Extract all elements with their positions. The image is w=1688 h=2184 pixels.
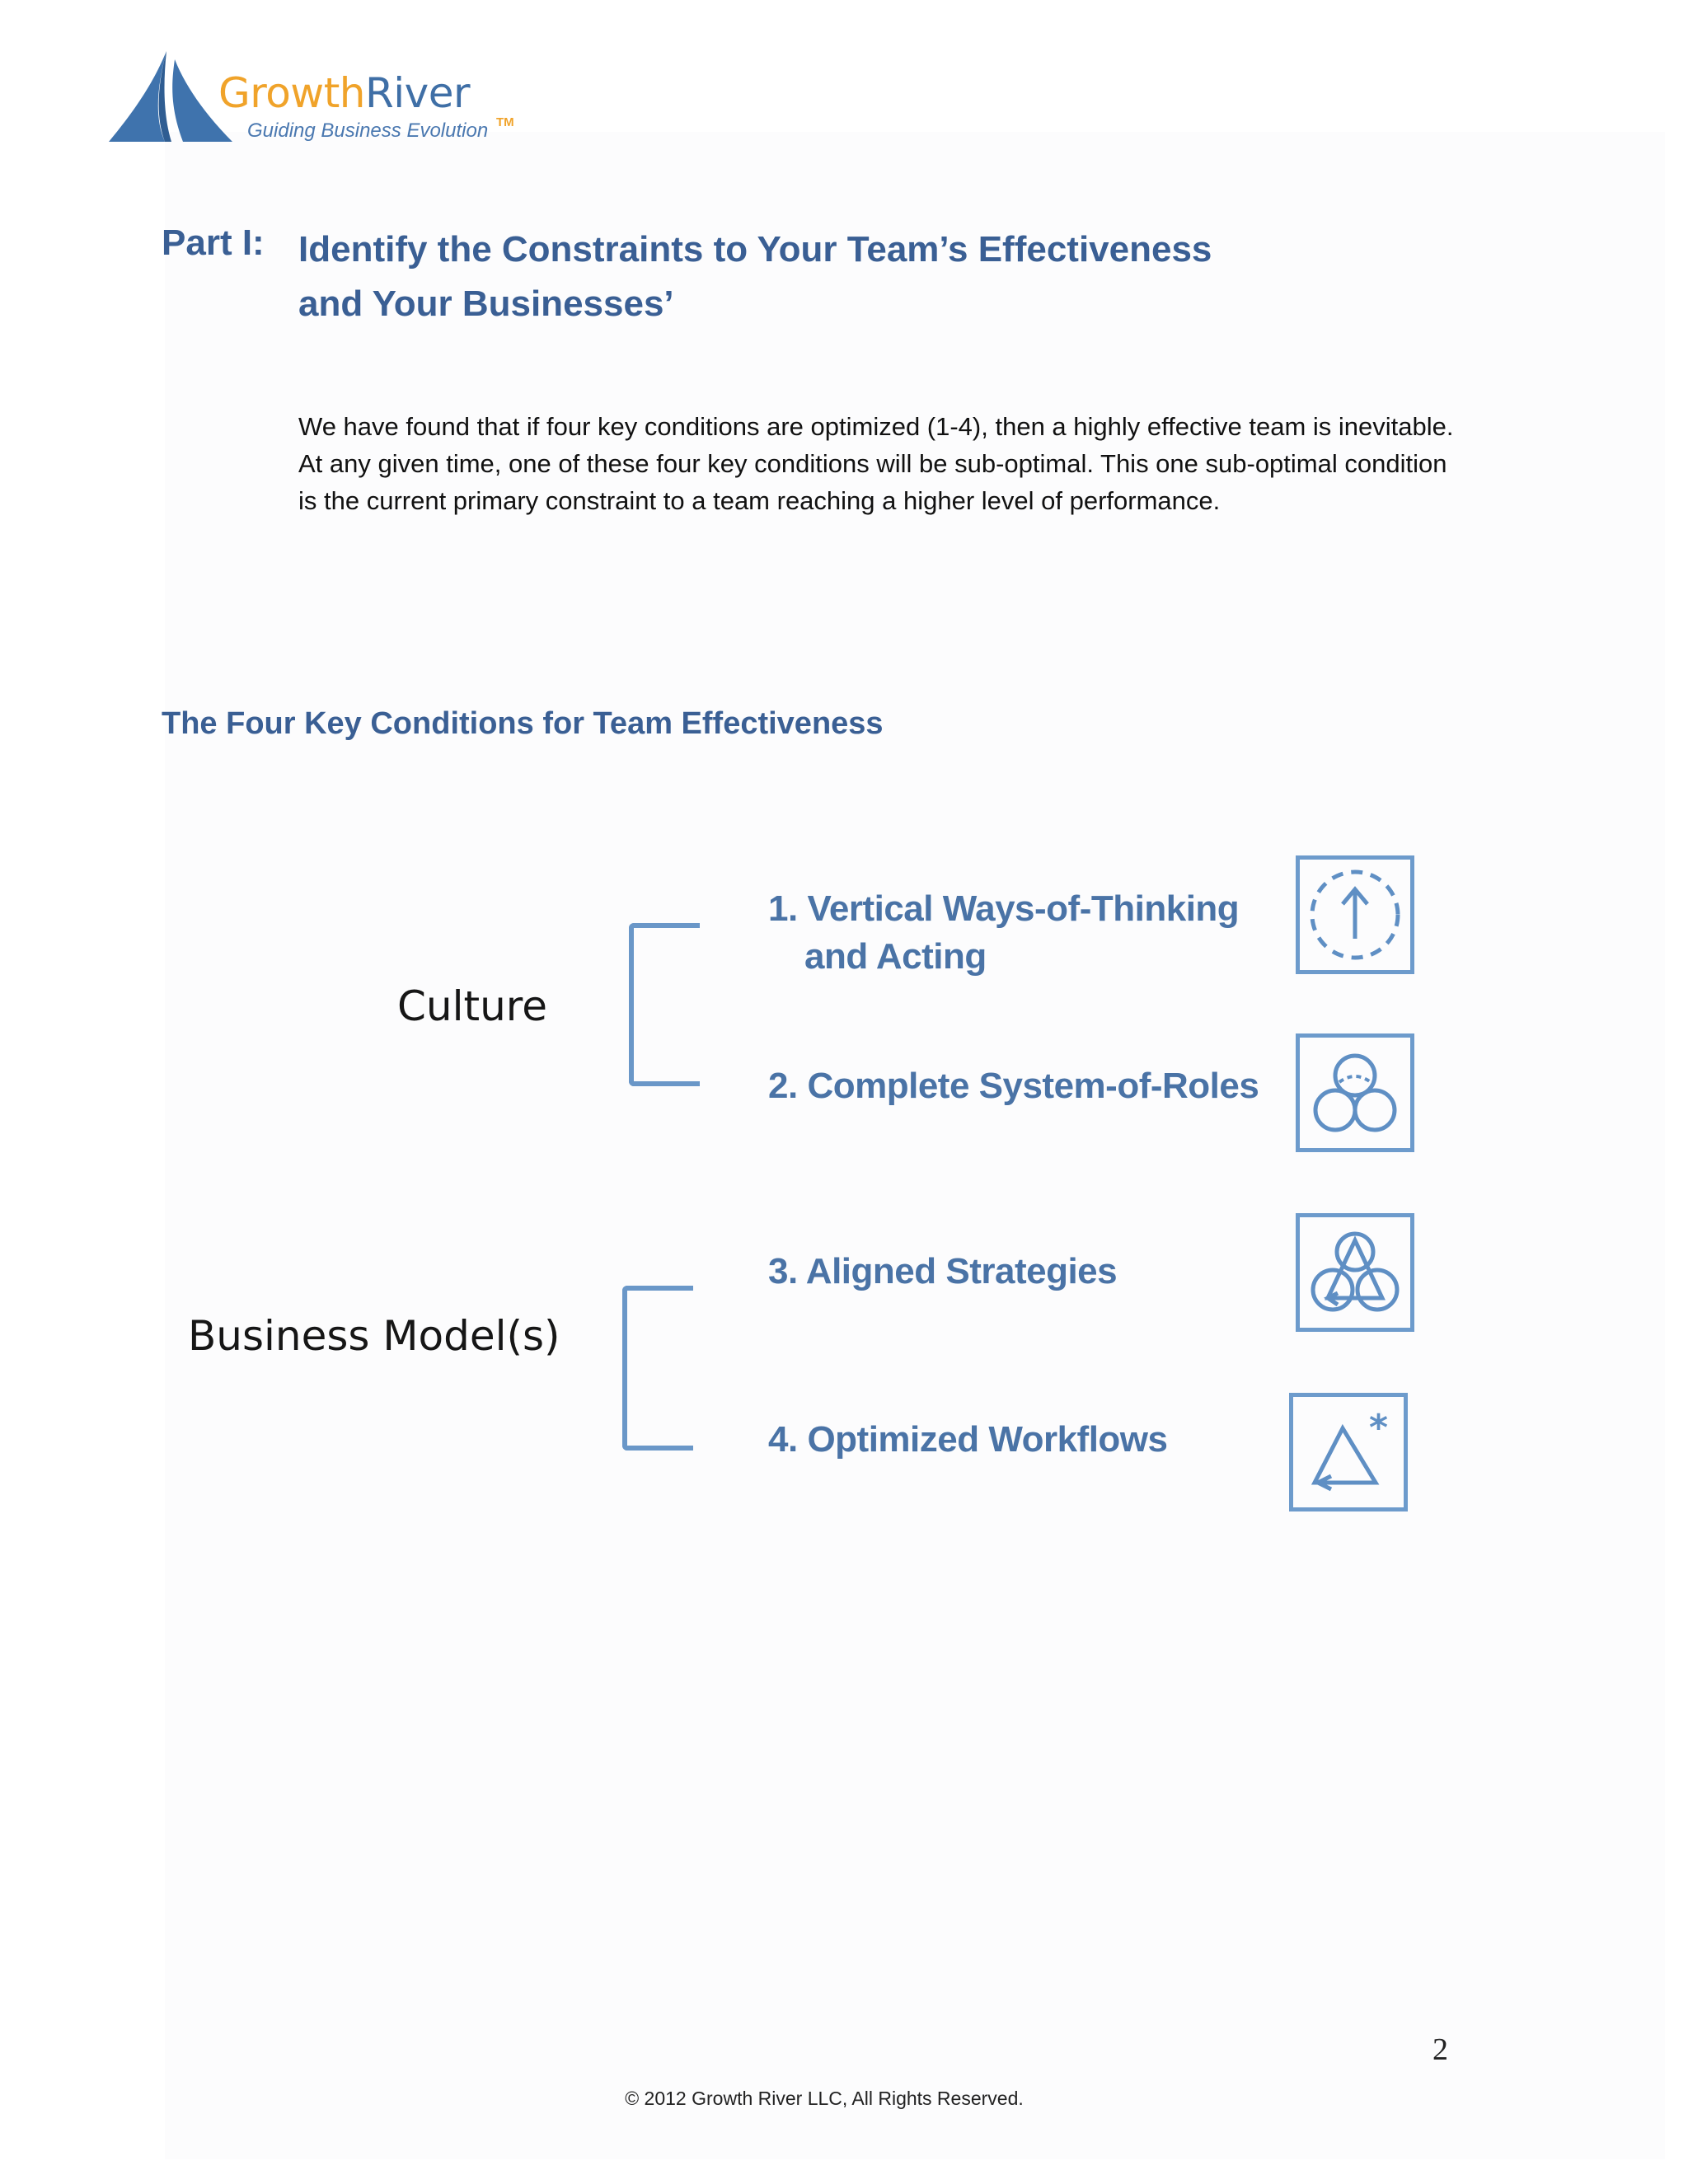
triangle-star-icon <box>1289 1393 1408 1511</box>
condition-1-line2: and Acting <box>804 936 987 977</box>
part-label: Part I: <box>162 223 265 263</box>
triangle-circles-icon <box>1296 1213 1414 1332</box>
condition-4 <box>768 1416 1168 1464</box>
business-model-bracket <box>622 1286 693 1451</box>
condition-1-line1: Vertical Ways-of-Thinking <box>807 888 1240 929</box>
logo-tagline: Guiding Business Evolution <box>247 120 489 142</box>
copyright-notice: © 2012 Growth River LLC, All Rights Reserved. <box>625 2088 1024 2109</box>
logo-name <box>218 69 470 117</box>
group-label-culture: Culture <box>397 982 548 1030</box>
trademark-mark: TM <box>496 115 514 129</box>
part-title-line-2: and Your Businesses’ <box>298 284 674 324</box>
condition-2 <box>768 1062 1259 1110</box>
arrow-up-circle-icon <box>1296 855 1414 974</box>
growth-river-logo <box>107 49 536 152</box>
condition-3 <box>768 1248 1117 1296</box>
logo-name-river: River <box>364 69 471 117</box>
three-circles-icon <box>1296 1033 1414 1152</box>
section-heading: The Four Key Conditions for Team Effectiveness <box>162 706 884 741</box>
condition-2-number: 2. <box>768 1066 798 1106</box>
page-number: 2 <box>1432 2032 1448 2067</box>
condition-4-line1: Optimized Workflows <box>807 1419 1168 1460</box>
part-title-line-1: Identify the Constraints to Your Team’s Effectiveness <box>298 229 1212 269</box>
intro-paragraph: We have found that if four key conditions are optimized (1-4), then a highly effective team is inevitable. At any given time, one of these four key conditions will be sub-optimal. This one sub-optimal condition is the current primary constraint to a team reaching a higher level of performance. <box>298 412 1454 515</box>
condition-4-number: 4. <box>768 1419 798 1460</box>
culture-bracket <box>629 923 700 1086</box>
part-title <box>298 223 1436 331</box>
svg-text:*: * <box>1369 1407 1389 1449</box>
group-label-business-model: Business Model(s) <box>188 1312 560 1360</box>
condition-3-line1: Aligned Strategies <box>805 1251 1118 1291</box>
logo-name-growth: Growth <box>218 69 365 117</box>
condition-1-number: 1. <box>768 888 798 929</box>
condition-1 <box>768 885 1239 981</box>
condition-2-line1: Complete System-of-Roles <box>807 1066 1259 1106</box>
condition-3-number: 3. <box>768 1251 798 1291</box>
